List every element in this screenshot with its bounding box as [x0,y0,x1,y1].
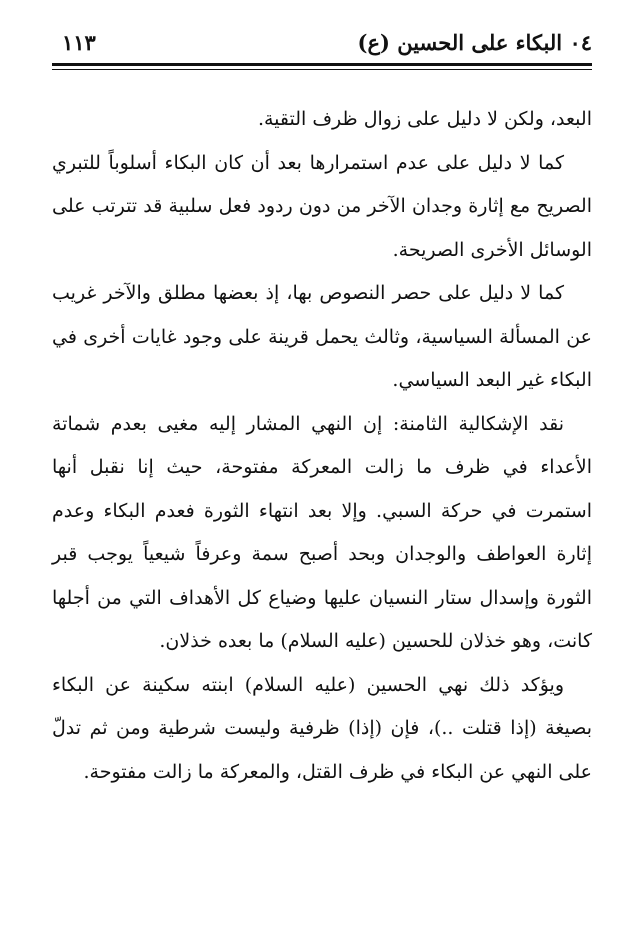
paragraph: ويؤكد ذلك نهي الحسين (عليه السلام) ابنته سكينة عن البكاء بصيغة (إذا قتلت ..)، فإن (إذا) ظرفية وليست شرطية ومن ثم تدلّ على النهي عن البكاء في ظرف القتل، والمعركة ما زالت مفتوحة. [52,673,592,783]
header-rule-thick [52,63,592,66]
body-text [52,98,592,794]
paragraph: كما لا دليل على حصر النصوص بها، إذ بعضها مطلق والآخر غريب عن المسألة السياسية، وثالث يحمل قرينة على وجود غايات أخرى في البكاء غير البعد السياسي. [52,282,592,391]
paragraph: البعد، ولكن لا دليل على زوال ظرف التقية. [257,108,592,130]
page-header [52,26,592,60]
paragraph: نقد الإشكالية الثامنة: إن النهي المشار إليه مغيى بعدم شماتة الأعداء في ظرف ما زالت المعركة مفتوحة، حيث إنا نقبل أنها استمرت في حركة السبي. وإلا بعد انتهاء الثورة فعدم البكاء وعدم إثارة العواطف والوجدان وبحد أصبح سمة وعرفاً شيعياً يوجب قبر الثورة وإسدال ستار النسيان عليها وضياع كل الأهداف التي من أجلها كانت، وهو خذلان للحسين (عليه السلام) ما بعده خذلان. [52,412,592,652]
page-number: ١١٣ [62,30,96,55]
paragraph: كما لا دليل على عدم استمرارها بعد أن كان البكاء أسلوباً للتبري الصريح مع إثارة وجدان الآخر من دون ردود فعل سلبية قد تترتب على الوسائل الأخرى الصريحة. [52,151,592,261]
header-rule-thin [52,69,592,70]
running-title: ٠٤ البكاء على الحسين (ع) [357,30,592,55]
